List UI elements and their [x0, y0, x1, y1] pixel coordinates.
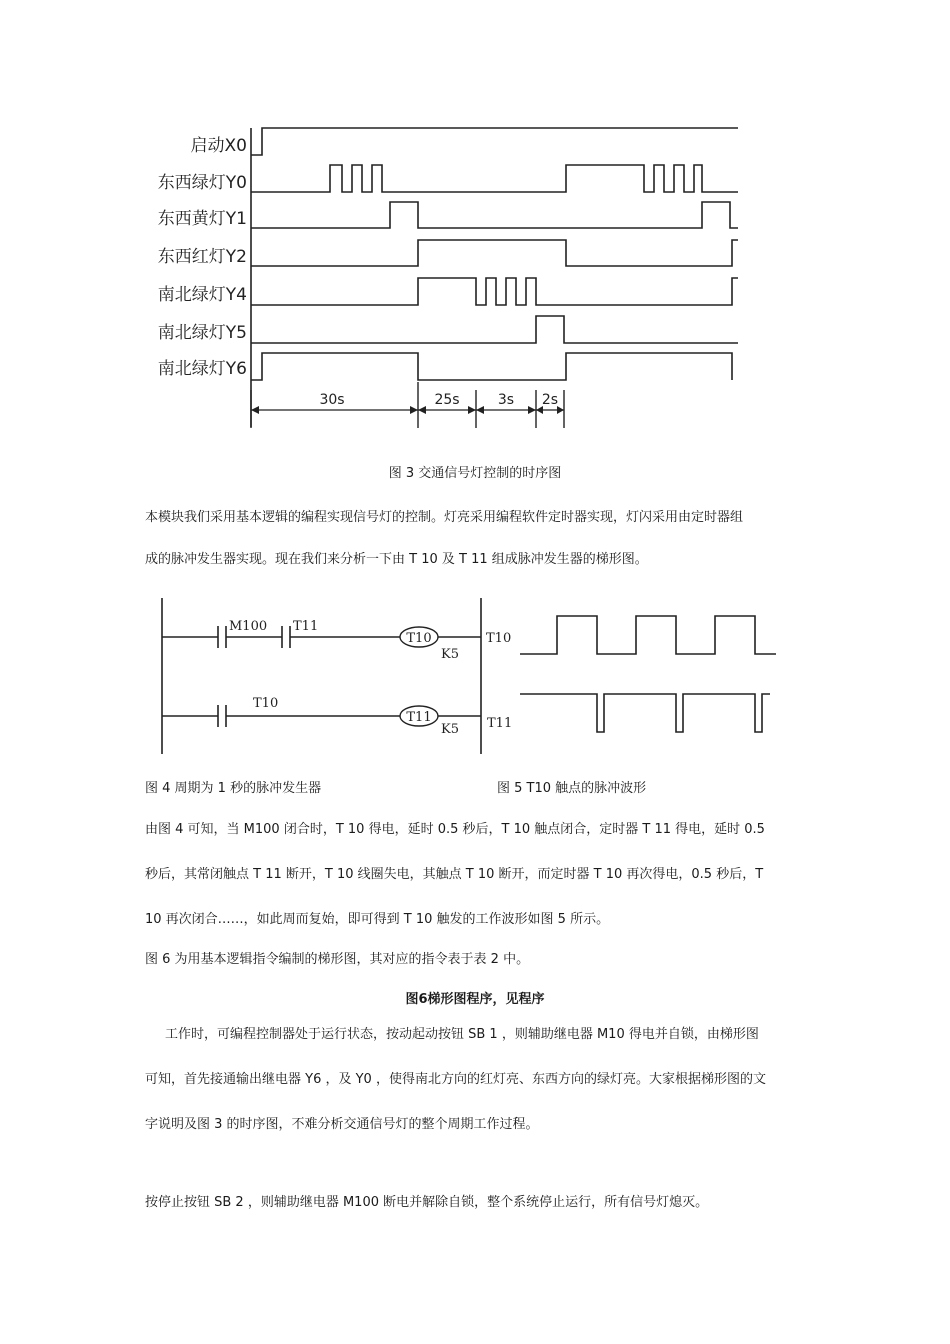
paragraph4-line3: 字说明及图 3 的时序图，不难分析交通信号灯的整个周期工作过程。 [145, 1117, 539, 1132]
coil-t11-constant: K5 [441, 722, 459, 737]
interval-label-25s: 25s [434, 392, 460, 408]
interval-markers [251, 382, 564, 428]
signal-label-y5: 南北绿灯Y5 [157, 323, 247, 343]
waveform-y0 [251, 165, 738, 192]
signal-label-y0: 东西绿灯Y0 [157, 173, 247, 193]
signal-label-y2: 东西红灯Y2 [157, 247, 247, 267]
figure4-caption: 图 4 周期为 1 秒的脉冲发生器 [145, 781, 322, 796]
timing-diagram [0, 100, 950, 440]
waveform-y6 [251, 353, 732, 380]
interval-label-30s: 30s [319, 392, 345, 408]
coil-t10-label: T10 [406, 631, 432, 646]
figure6-heading: 图6梯形图程序，见程序 [405, 992, 545, 1007]
pulse-waveform-t11 [520, 694, 770, 732]
interval-label-3s: 3s [497, 392, 515, 408]
waveform-y2 [251, 240, 738, 266]
paragraph3: 图 6 为用基本逻辑指令编制的梯形图，其对应的指令表于表 2 中。 [145, 952, 530, 967]
signal-label-x0: 启动X0 [190, 136, 247, 156]
figure3-caption: 图 3 交通信号灯控制的时序图 [388, 466, 562, 481]
coil-t10-constant: K5 [441, 647, 459, 662]
ladder-and-waveform [0, 590, 950, 760]
paragraph2-line2: 秒后，其常闭触点 T 11 断开，T 10 线圈失电，其触点 T 10 断开，而定时器 T 10 再次得电，0.5 秒后，T [145, 867, 764, 882]
wave-t11-label: T11 [487, 716, 513, 731]
signal-label-y6: 南北绿灯Y6 [157, 359, 247, 379]
waveform-x0 [251, 128, 738, 155]
coil-t11-label: T11 [406, 710, 432, 725]
wave-t10-label: T10 [486, 631, 512, 646]
signal-label-y4: 南北绿灯Y4 [157, 285, 247, 305]
signal-label-y1: 东西黄灯Y1 [157, 209, 247, 229]
pulse-waveform-t10 [520, 616, 776, 654]
contact-t11-label: T11 [293, 619, 319, 634]
paragraph4-line1: 工作时，可编程控制器处于运行状态，按动起动按钮 SB 1 ，则辅助继电器 M10 得电并自锁，由梯形图 [165, 1027, 759, 1042]
paragraph5: 按停止按钮 SB 2 ，则辅助继电器 M100 断电并解除自锁，整个系统停止运行，所有信号灯熄灭。 [145, 1195, 709, 1210]
paragraph4-line2: 可知，首先接通输出继电器 Y6 ，及 Y0 ，使得南北方向的红灯亮、东西方向的绿灯亮。大家根据梯形图的文 [145, 1072, 766, 1087]
waveform-y1 [251, 202, 738, 228]
waveform-y4 [251, 278, 738, 305]
paragraph2-line1: 由图 4 可知，当 M100 闭合时，T 10 得电，延时 0.5 秒后，T 10 触点闭合，定时器 T 11 得电，延时 0.5 [145, 822, 765, 837]
rung-1 [162, 626, 481, 648]
paragraph1-line2: 成的脉冲发生器实现。现在我们来分析一下由 T 10 及 T 11 组成脉冲发生器的梯形图。 [145, 552, 648, 567]
paragraph2-line3: 10 再次闭合……，如此周而复始，即可得到 T 10 触发的工作波形如图 5 所示。 [145, 912, 610, 927]
waveform-y5 [251, 316, 738, 343]
figure5-caption: 图 5 T10 触点的脉冲波形 [497, 781, 647, 796]
rung-2 [162, 705, 481, 727]
contact-m100-label: M100 [229, 619, 268, 634]
paragraph1-line1: 本模块我们采用基本逻辑的编程实现信号灯的控制。灯亮采用编程软件定时器实现，灯闪采用由定时器组 [145, 510, 744, 525]
contact-t10-label: T10 [253, 696, 279, 711]
interval-label-2s: 2s [541, 392, 559, 408]
